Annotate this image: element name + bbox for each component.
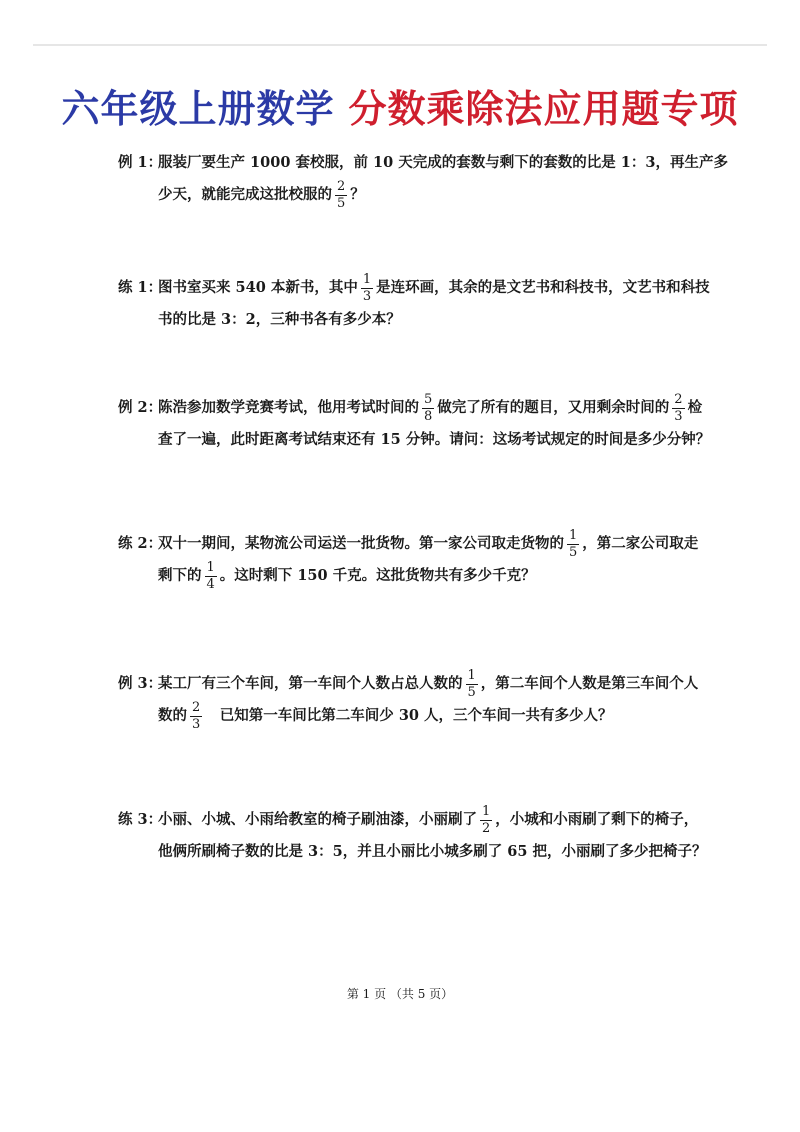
fraction [672,393,684,424]
fraction-denominator: 3 [192,716,201,732]
problem-text: ，小城和小雨刷了剩下的椅子， [495,810,699,828]
problem-practice-3 [118,803,707,868]
top-divider [33,44,767,46]
fraction-numerator: 2 [674,391,683,407]
fraction [466,669,478,700]
fraction-denominator: 5 [569,544,578,560]
title-grade: 六年级上册数学 [61,87,335,131]
fraction-denominator: 3 [362,288,372,304]
problem-practice-2 [118,528,698,592]
fraction-numerator: 1 [362,271,372,287]
fraction [361,273,373,304]
problem-practice-1 [118,271,710,336]
problem-text: ？ [350,185,365,203]
problem-line [118,804,698,836]
title-topic: 分数乘除法应用题专项 [348,87,739,131]
fraction-denominator: 8 [424,408,433,424]
problem-line [118,528,698,560]
problem-line [118,304,698,336]
fraction-numerator: 2 [337,178,346,194]
fraction-numerator: 1 [467,667,476,683]
problem-text: 数的 [158,706,187,724]
problem-line [118,147,728,179]
problem-label: 例 3： [118,674,163,692]
fraction-numerator: 1 [482,803,491,819]
fraction [205,561,217,592]
problem-line [118,700,698,732]
problem-line [118,424,711,456]
fraction-denominator: 3 [674,408,683,424]
fraction [480,805,492,836]
problem-text: 书的比是 3：2，三种书各有多少本？ [158,310,401,328]
problem-label: 例 1： [118,153,163,171]
problem-text: 图书室买来 540 本新书，其中 [158,278,358,296]
fraction [422,393,434,424]
problem-label: 练 3： [118,810,163,828]
problem-text: 小丽、小城、小雨给教室的椅子刷油漆，小丽刷了 [158,810,477,828]
fraction-numerator: 1 [569,527,578,543]
problem-line [118,668,698,700]
problem-example-3 [118,668,698,732]
problem-line [118,179,698,211]
problem-example-2 [118,391,711,456]
problem-text: 少天，就能完成这批校服的 [158,185,332,203]
fraction-denominator: 2 [482,820,491,836]
fraction [567,529,579,560]
problem-example-1 [118,147,728,211]
page-footer: 第 1 页 （共 5 页） [346,987,454,1001]
problem-line [118,391,703,424]
problem-label: 练 1： [118,278,163,296]
problem-text: ，第二车间个人数是第三车间个人 [480,674,699,692]
problem-label: 例 2： [118,398,163,416]
problem-text: 双十一期间，某物流公司运送一批货物。第一家公司取走货物的 [158,534,564,552]
fraction-denominator: 4 [206,576,215,592]
problem-text: 他俩所刷椅子数的比是 3：5，并且小丽比小城多刷了 65 把，小丽刷了多少把椅子？ [158,842,707,860]
problem-text: 某工厂有三个车间，第一车间个人数占总人数的 [158,674,463,692]
page-title [0,78,800,133]
problem-text: 是连环画，其余的是文艺书和科技书，文艺书和科技 [376,278,710,296]
fraction-numerator: 1 [206,559,215,575]
problem-text: 剩下的 [158,566,202,584]
problem-text: 已知第一车间比第二车间少 30 人，三个车间一共有多少人？ [205,706,613,724]
fraction-numerator: 5 [424,391,433,407]
problem-line [118,271,710,304]
fraction-denominator: 5 [467,684,476,700]
problem-text: 。这时剩下 150 千克。这批货物共有多少千克？ [219,566,536,584]
problem-label: 练 2： [118,534,163,552]
fraction [190,701,202,732]
fraction [335,180,347,211]
problem-text: 查了一遍，此时距离考试结束还有 15 分钟。请问：这场考试规定的时间是多少分钟？ [158,430,711,448]
problem-text: ，第二家公司取走 [582,534,699,552]
problem-line [118,836,707,868]
problem-text: 检 [687,398,703,416]
problem-line [118,560,698,592]
problem-text: 服装厂要生产 1000 套校服，前 10 天完成的套数与剩下的套数的比是 1：3，再生产多 [158,153,728,171]
fraction-denominator: 5 [337,195,346,211]
problem-text: 陈浩参加数学竞赛考试，他用考试时间的 [158,398,419,416]
problem-text: 做完了所有的题目，又用剩余时间的 [437,398,670,416]
fraction-numerator: 2 [192,699,201,715]
